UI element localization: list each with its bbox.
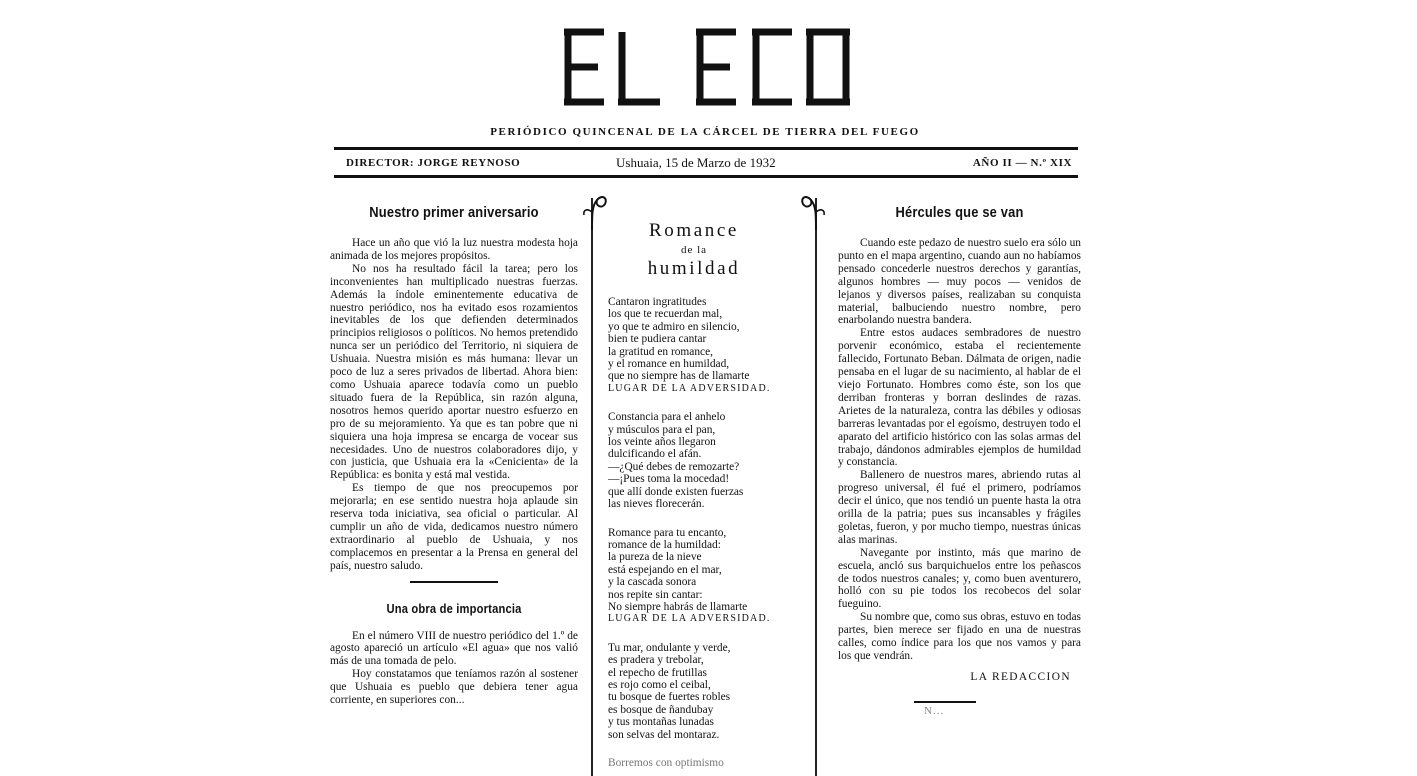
poem-line: yo que te admiro en silencio, <box>608 320 740 333</box>
article-paragraph: Es tiempo de que nos preocupemos por mejorarla; en ese sentido nuestra hoja aplaude sin reserva toda iniciativa, sea oficial o particular. Al cumplir un año de vida, dedicamos nuestro número extraordinario al pueblo de Ushuaia, y nos complacemos en presentar a la Prensa en general del país, nuestro saludo. <box>330 482 578 572</box>
poem-title-line-1: Romance <box>649 220 739 241</box>
poem-stanza-3 <box>608 527 784 626</box>
poem-line: Cantaron ingratitudes <box>608 296 707 308</box>
poem-line: y la cascada sonora <box>608 576 697 589</box>
article-paragraph: Su nombre que, como sus obras, estuvo en todas partes, bien merece ser fijado en una de nuestras calles, como índice para los que nos vamos y para los que vendrán. <box>838 611 1081 662</box>
poem-line: bien te pudiera cantar <box>608 333 707 346</box>
poem-line: el repecho de frutillas <box>608 666 707 679</box>
poem-title-line-3: humildad <box>647 258 741 279</box>
poem-line: —¿Qué debes de remozarte? <box>608 460 740 473</box>
header-top-rule <box>334 147 1078 150</box>
poem-stanza-5 <box>608 757 784 769</box>
poem-line: Tu mar, ondulante y verde, <box>608 641 731 654</box>
article-paragraph: Hace un año que vió la luz nuestra modesta hoja animada de los mejores propósitos. <box>330 237 578 262</box>
poem-line: LUGAR DE LA ADVERSIDAD. <box>608 382 771 394</box>
poem-title-line-2: de la <box>680 244 708 256</box>
poem-line: romance de la humildad: <box>608 538 721 551</box>
ornament-flourish-right <box>799 188 829 232</box>
poem-line: los veinte años llegaron <box>608 436 716 449</box>
poem-line: es rojo como el ceibal, <box>608 678 711 691</box>
article-paragraph: En el número VIII de nuestro periódico del 1.º de agosto apareció un artículo «El agua» que nos valió más de una tomada de pelo. <box>330 629 578 668</box>
poem-line: y músculos para el pan, <box>608 423 716 436</box>
poem-line: es pradera y trebolar, <box>608 654 704 667</box>
poem-title <box>604 220 784 280</box>
poem-line: y tus montañas lunadas <box>608 716 714 729</box>
article-heading-obra: Una obra de importancia <box>386 600 522 616</box>
next-article-fragment: N... <box>924 704 945 717</box>
header-bottom-rule <box>334 175 1078 178</box>
article-heading-hercules: Hércules que se van <box>895 204 1024 221</box>
column-divider-left <box>591 198 593 776</box>
poem-line: —¡Pues toma la mocedad! <box>608 473 730 486</box>
poem-line: No siempre habrás de llamarte <box>608 600 748 613</box>
poem-line: la gratitud en romance, <box>608 345 714 358</box>
article-signature: LA REDACCION <box>970 670 1071 683</box>
poem-line: está espejando en el mar, <box>608 563 722 576</box>
poem-line: dulcificando el afán. <box>608 448 702 461</box>
left-column <box>330 190 578 776</box>
poem-line: que no siempre has de llamarte <box>608 370 750 383</box>
masthead-subtitle: PERIÓDICO QUINCENAL DE LA CÁRCEL DE TIERRA DEL FUEGO <box>490 126 920 138</box>
dateline: Ushuaia, 15 de Marzo de 1932 <box>616 155 776 170</box>
poem-line: nos repite sin cantar: <box>608 588 703 601</box>
director-credit: DIRECTOR: JORGE REYNOSO <box>346 157 521 169</box>
right-column <box>838 190 1081 776</box>
poem-line: son selvas del montaraz. <box>608 728 720 741</box>
poem-line: y el romance en humildad, <box>608 358 730 371</box>
poem-stanza-2 <box>608 411 784 510</box>
poem-line: Romance para tu encanto, <box>608 526 727 539</box>
masthead-title-lettering <box>560 22 860 112</box>
poem-line: es bosque de ñandubay <box>608 703 714 716</box>
poem-line: tu bosque de fuertes robles <box>608 691 731 704</box>
poem-line: LUGAR DE LA ADVERSIDAD. <box>608 613 771 625</box>
article-paragraph: Hoy constatamos que teníamos razón al sostener que Ushuaia es pueblo que debiera tener agua corriente, en superiores con... <box>330 668 578 707</box>
poem-line: Borremos con optimismo <box>608 757 724 769</box>
poem-line: los que te recuerdan mal, <box>608 308 723 321</box>
column-divider-right <box>815 198 817 776</box>
poem-stanza-1 <box>608 296 784 395</box>
article-paragraph: Entre estos audaces sembradores de nuestro porvenir económico, estaba el recientemente fallecido, Fortunato Beban. Dálmata de origen, nadie pensaba en el lugar de su nacimiento, al hablar de el viejo Fortunato. Hombres como éste, son los que derriban fronteras y borran deslindes de razas. Arietes de la naturaleza, contra las débiles y odiosas barreras levantadas por el egoísmo, destruyen todo el aparato del artificio histórico con las solas armas del trabajo, dándonos admirables ejemplos de humildad y constancia. <box>838 327 1081 469</box>
issue-info-bar <box>334 154 1078 172</box>
article-paragraph: Cuando este pedazo de nuestro suelo era sólo un punto en el mapa argentino, cuando aun no habíamos pensado concederle nuestros derechos y garantías, algunos hombres — muy pocos — venidos de lejanos y diversos países, realizaban su conquista material, balbuciendo nuestro nombre, pero enarbolando nuestra bandera. <box>838 237 1081 327</box>
article-end-rule <box>410 581 498 583</box>
article-paragraph: Navegante por instinto, más que marino de escuela, ancló sus barquichuelos entre los peñascos de todos nuestros canales; y, como buen aventurero, holló con su pie todos los recobecos del solar fueguino. <box>838 546 1081 611</box>
poem-stanza-4 <box>608 642 784 741</box>
article-paragraph: No nos ha resultado fácil la tarea; pero los inconvenientes han multiplicado nuestras fuerzas. Además la índole eminentemente educativa de nuestro periódico, nos ha evitado esos rozamientos inevitables de los que defienden determinados principios religiosos o políticos. No hemos pretendido nunca ser un periódico del Territorio, ni siquiera de Ushuaia. Nuestra misión es más humana: llevar un poco de luz a seres privados de libertad. Ahora bien: como Ushuaia aparece todavía como un pueblo situado fuera de la República, sin razón alguna, nosotros hemos querido aportar nuestro esfuerzo en pro de su mejoramiento. Ya que es tan pobre que ni siquiera una hoja impresa se encarga de vocear sus necesidades. Uno de nuestros colaboradores dijo, y con justicia, que Ushuaia era la «Cenicienta» de la República: es bonita y está mal vestida. <box>330 262 578 482</box>
article-end-rule <box>914 701 976 703</box>
poem-line: la pureza de la nieve <box>608 551 702 564</box>
masthead-logo <box>560 22 860 112</box>
article-heading-aniversario: Nuestro primer aniversario <box>369 204 539 221</box>
poem-line: Constancia para el anhelo <box>608 411 726 424</box>
middle-column-poem <box>604 190 784 776</box>
issue-number: AÑO II — N.º XIX <box>972 157 1072 169</box>
poem-line: las nieves florecerán. <box>608 498 705 511</box>
article-paragraph: Ballenero de nuestros mares, abriendo rutas al progreso universal, él fué el primero, podríamos decir el único, que nos tendió un puente hasta la otra orilla de la patria; pues sus incansables y frágiles goletas, fueron, y por mucho tiempo, nuestras únicas alas marinas. <box>838 469 1081 546</box>
poem-line: que allí donde existen fuerzas <box>608 485 744 498</box>
